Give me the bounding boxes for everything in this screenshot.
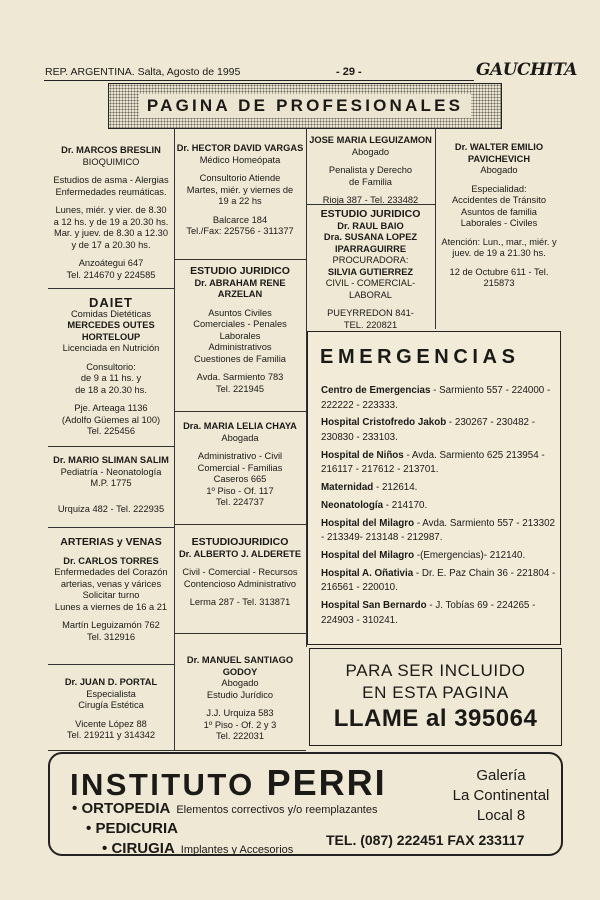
- row-divider: [48, 527, 174, 528]
- hours: a 12 hs. y de 19 a 20.30 hs.: [53, 216, 169, 227]
- specialty: Enfermedades del Corazón: [54, 567, 168, 577]
- phone: Tel. 312916: [86, 631, 136, 642]
- hours: Lunes a viernes de 16 a 21: [54, 601, 168, 612]
- specialty: Médico Homeópata: [199, 154, 281, 165]
- professional-name: Dra. SUSANA LOPEZ: [323, 232, 418, 242]
- name-part: INSTITUTO: [70, 767, 255, 802]
- entry-info: - 212614.: [373, 482, 418, 494]
- entry-name: Neonatología: [321, 499, 384, 511]
- newspaper-logo: GAUCHITA: [476, 60, 577, 80]
- detail: Asuntos de familia: [461, 206, 537, 217]
- row-divider: [48, 446, 174, 447]
- listing-leguizamon: [307, 135, 434, 207]
- emergency-entry: [321, 599, 556, 628]
- specialty: Abogado: [480, 165, 518, 175]
- detail: M.P. 1775: [90, 478, 132, 488]
- listing-baio: [307, 209, 434, 331]
- listing-breslin: [49, 145, 173, 281]
- professional-name: Dr. MARCOS BRESLIN: [61, 145, 161, 155]
- service-detail: Implantes y Accesorios: [180, 844, 294, 856]
- advert-line: EN ESTA PAGINA: [362, 683, 509, 702]
- firm-name: ESTUDIOJURIDICO: [191, 536, 289, 548]
- emergencies-list: [321, 384, 556, 632]
- instituto-perri-ad: [48, 752, 563, 856]
- hours: juev. de 19 a 21.30 hs.: [452, 248, 546, 258]
- hours: de 9 a 11 hs. y: [80, 373, 142, 383]
- listing-portal: [49, 677, 173, 742]
- listing-daiet: [49, 297, 173, 438]
- detail: Consultorio:: [86, 361, 136, 372]
- page-number: - 29 -: [336, 66, 362, 78]
- emergency-entry: [321, 481, 556, 496]
- emergency-entry: [321, 449, 556, 478]
- listing-arzelan: [175, 266, 305, 395]
- professional-name: GODOY: [222, 666, 258, 677]
- row-divider: [174, 633, 306, 634]
- phone: Tel. 214670 y 224585: [66, 269, 156, 280]
- service-item: [102, 840, 293, 857]
- detail: Laborales - Civiles: [460, 218, 538, 228]
- detail: Solicitar turno: [82, 590, 140, 600]
- advert-line: PARA SER INCLUIDO: [345, 661, 526, 680]
- bullet-icon: •: [86, 820, 92, 837]
- address: PUEYRREDON 841-: [327, 308, 414, 318]
- listing-vargas: [175, 143, 305, 238]
- emergency-entry: [321, 384, 556, 413]
- emergency-entry: [321, 549, 556, 564]
- professional-name: Dr. ALBERTO J. ALDERETE: [178, 548, 302, 559]
- phone: 215873: [483, 278, 515, 288]
- row-divider: [48, 664, 174, 665]
- address: Caseros 665: [213, 474, 267, 484]
- professional-name: PAVICHEVICH: [467, 153, 531, 164]
- address: Pje. Arteaga 1136: [74, 403, 148, 413]
- detail: Administrativos: [208, 342, 272, 352]
- phone: Tel. 225456: [86, 426, 136, 436]
- row-divider: [48, 750, 306, 751]
- detail: Comercial - Familias: [197, 462, 283, 473]
- address: J.J. Urquiza 583: [206, 708, 274, 718]
- professional-name: Dr. RAUL BAIO: [337, 220, 404, 231]
- listing-chaya: [175, 421, 305, 509]
- professional-name: Dra. MARIA LELIA CHAYA: [183, 421, 297, 431]
- specialty: BIOQUIMICO: [82, 156, 140, 167]
- address: Avda. Sarmiento 783: [196, 372, 284, 382]
- professional-name: SILVIA GUTIERREZ: [327, 266, 414, 277]
- entry-name: Hospital del Milagro: [321, 517, 415, 529]
- detail: Administrativo - Civil: [197, 451, 283, 461]
- listing-torres: [49, 537, 173, 643]
- advert-phone: LLAME al 395064: [333, 705, 538, 732]
- emergency-entry: [321, 416, 556, 445]
- section-title: PAGINA DE PROFESIONALES: [139, 94, 471, 118]
- location: [446, 766, 556, 826]
- row-divider: [174, 411, 306, 412]
- emergency-entry: [321, 499, 556, 514]
- emergencies-box: [307, 331, 561, 645]
- professional-name: Dr. MARIO SLIMAN SALIM: [53, 455, 169, 465]
- specialty: Abogada: [221, 432, 259, 443]
- address: Martín Leguizamón 762: [62, 620, 160, 630]
- entry-info: - 214170.: [383, 499, 428, 511]
- detail: Contencioso Administrativo: [183, 578, 297, 589]
- professional-name: Dr. CARLOS TORRES: [63, 555, 159, 566]
- address: 1º Piso - Of. 117: [206, 485, 274, 496]
- phone: Tel. 222031: [215, 731, 265, 741]
- address-phone: Urquiza 482 - Tel. 222935: [57, 503, 165, 514]
- hours: Lunes, miér. y vier. de 8.30: [55, 205, 167, 215]
- specialty: Cirugía Estética: [78, 700, 144, 710]
- entry-info: - J. Tobías 69 - 224265 - 224903 - 310241.: [321, 600, 536, 626]
- name-part: PERRI: [266, 762, 387, 803]
- detail: Accidentes de Tránsito: [451, 195, 547, 205]
- business-name: DAIET: [89, 295, 133, 310]
- address: (Adolfo Güemes al 100): [61, 414, 161, 425]
- bullet-icon: •: [72, 800, 78, 817]
- address: Vicente López 88: [75, 718, 147, 729]
- professional-name: Dr. ABRAHAM RENE: [194, 277, 286, 288]
- address: Anzoátegui 647: [78, 258, 144, 268]
- professional-name: ARZELAN: [217, 289, 263, 299]
- header-rule: [44, 80, 474, 81]
- hours: Mar. y juev. de 8.30 a 12.30: [53, 228, 169, 238]
- listing-pavichevich: [436, 142, 562, 290]
- detail: Estudio Jurídico: [206, 689, 274, 700]
- location-line: Local 8: [476, 807, 526, 824]
- specialty: Especialista: [86, 688, 136, 699]
- section-heading: ARTERIAS y VENAS: [60, 536, 162, 548]
- row-divider: [48, 288, 174, 289]
- detail: PROCURADORA:: [332, 255, 409, 265]
- professional-name: MERCEDES OUTES: [67, 320, 155, 330]
- professional-name: JOSE MARIA LEGUIZAMON: [309, 135, 432, 145]
- detail: Asuntos Civiles: [208, 307, 272, 318]
- detail: de Familia: [349, 176, 392, 187]
- entry-name: Hospital del Milagro: [321, 550, 415, 562]
- professional-name: Dr. HECTOR DAVID VARGAS: [176, 143, 304, 153]
- detail: Estudios de asma - Alergias: [53, 175, 169, 185]
- address: Balcarce 184: [212, 214, 268, 225]
- detail: Comerciales - Penales: [193, 319, 287, 329]
- detail: Consultorio Atiende: [199, 173, 281, 183]
- bullet-icon: •: [102, 840, 108, 857]
- service-label: CIRUGIA: [111, 840, 175, 857]
- hours: de 18 a 20.30 hs.: [75, 384, 147, 395]
- detail: Cuestiones de Familia: [194, 353, 286, 364]
- address: 12 de Octubre 611 - Tel.: [449, 266, 549, 277]
- professional-name: IPARRAGUIRRE: [334, 243, 407, 254]
- phone: Tel. 224737: [215, 497, 265, 507]
- address-phone: Rioja 387 - Tel. 233482: [322, 195, 419, 205]
- entry-name: Hospital San Bernardo: [321, 600, 427, 612]
- detail: Especialidad:: [471, 183, 527, 194]
- hours: y de 17 a 20.30 hs.: [71, 239, 151, 250]
- entry-info: - Dr. E. Paz Chain 36 - 221804 - 216561 - 220010.: [321, 567, 556, 594]
- entry-info: - 230267 - 230482 - 230830 - 233103.: [321, 417, 535, 443]
- service-item: [72, 800, 378, 817]
- entry-info: - Avda. Sarmiento 557 - 213302 - 213349- 213148 - 212987.: [321, 517, 555, 544]
- entry-name: Centro de Emergencias: [321, 385, 431, 396]
- phone: Tel. 219211 y 314342: [66, 730, 156, 740]
- phone: TEL. 220821: [343, 319, 398, 330]
- firm-name: ESTUDIO JURIDICO: [320, 208, 421, 220]
- emergencies-title: EMERGENCIAS: [320, 346, 520, 368]
- entry-info: -(Emergencias)- 212140.: [414, 550, 526, 562]
- emergency-entry: [321, 567, 556, 596]
- row-divider: [174, 259, 306, 260]
- specialty: Licenciada en Nutrición: [62, 343, 160, 353]
- hours: Martes, miér. y viernes de: [186, 184, 294, 195]
- detail: Penalista y Derecho: [328, 165, 413, 175]
- listing-godoy: [175, 655, 305, 743]
- entry-name: Hospital A. Oñativia: [321, 567, 414, 579]
- section-banner: [108, 83, 502, 129]
- row-divider: [174, 524, 306, 525]
- hours: Atención: Lun., mar., miér. y: [441, 236, 557, 247]
- location-line: La Continental: [452, 787, 550, 804]
- professional-name: Dr. JUAN D. PORTAL: [64, 677, 158, 687]
- service-label: ORTOPEDIA: [81, 800, 171, 817]
- detail: Civil - Comercial - Recursos: [182, 567, 298, 577]
- entry-info: - Sarmiento 557 - 224000 - 222222 - 223333.: [321, 385, 551, 411]
- service-item: [86, 820, 178, 837]
- hours: 19 a 22 hs: [218, 196, 262, 206]
- phone: Tel. 221945: [215, 383, 265, 394]
- specialty: Abogado: [351, 146, 390, 157]
- phone: Tel./Fax: 225756 - 311377: [186, 226, 294, 236]
- professional-name: Dr. MANUEL SANTIAGO: [186, 655, 294, 665]
- entry-name: Hospital de Niños: [321, 449, 404, 461]
- emergency-entry: [321, 517, 556, 546]
- detail: CIVIL - COMERCIAL-LABORAL: [325, 278, 416, 300]
- detail: Enfermedades reumáticas.: [55, 186, 167, 197]
- specialty: arterias, venas y várices: [60, 578, 162, 589]
- header-location-date: REP. ARGENTINA. Salta, Agosto de 1995: [45, 66, 241, 78]
- address: 1º Piso - Of. 2 y 3: [203, 719, 277, 730]
- professional-name: HORTELOUP: [81, 331, 141, 342]
- service-detail: Elementos correctivos y/o reemplazantes: [176, 804, 378, 816]
- contact-phone: TEL. (087) 222451 FAX 233117: [326, 832, 525, 848]
- detail: Laborales: [219, 330, 261, 341]
- specialty: Pediatría - Neonatología: [60, 466, 162, 477]
- entry-info: - Avda. Sarmiento 625 213954 - 216117 - 217612 - 213701.: [321, 449, 545, 476]
- advertise-box: [309, 648, 562, 746]
- entry-name: Maternidad: [321, 482, 374, 494]
- address-phone: Lerma 287 - Tel. 313871: [189, 597, 291, 607]
- firm-name: ESTUDIO JURIDICO: [190, 265, 290, 277]
- business-name: [70, 762, 387, 804]
- entry-name: Hospital Cristofredo Jakob: [321, 417, 447, 429]
- location-line: Galería: [476, 767, 526, 784]
- service-label: PEDICURIA: [95, 820, 178, 837]
- specialty: Abogado: [221, 678, 259, 688]
- professional-name: Dr. WALTER EMILIO: [454, 142, 544, 152]
- listing-alderete: [175, 537, 305, 609]
- listing-sliman: [49, 455, 173, 515]
- detail: Comidas Dietéticas: [70, 308, 152, 319]
